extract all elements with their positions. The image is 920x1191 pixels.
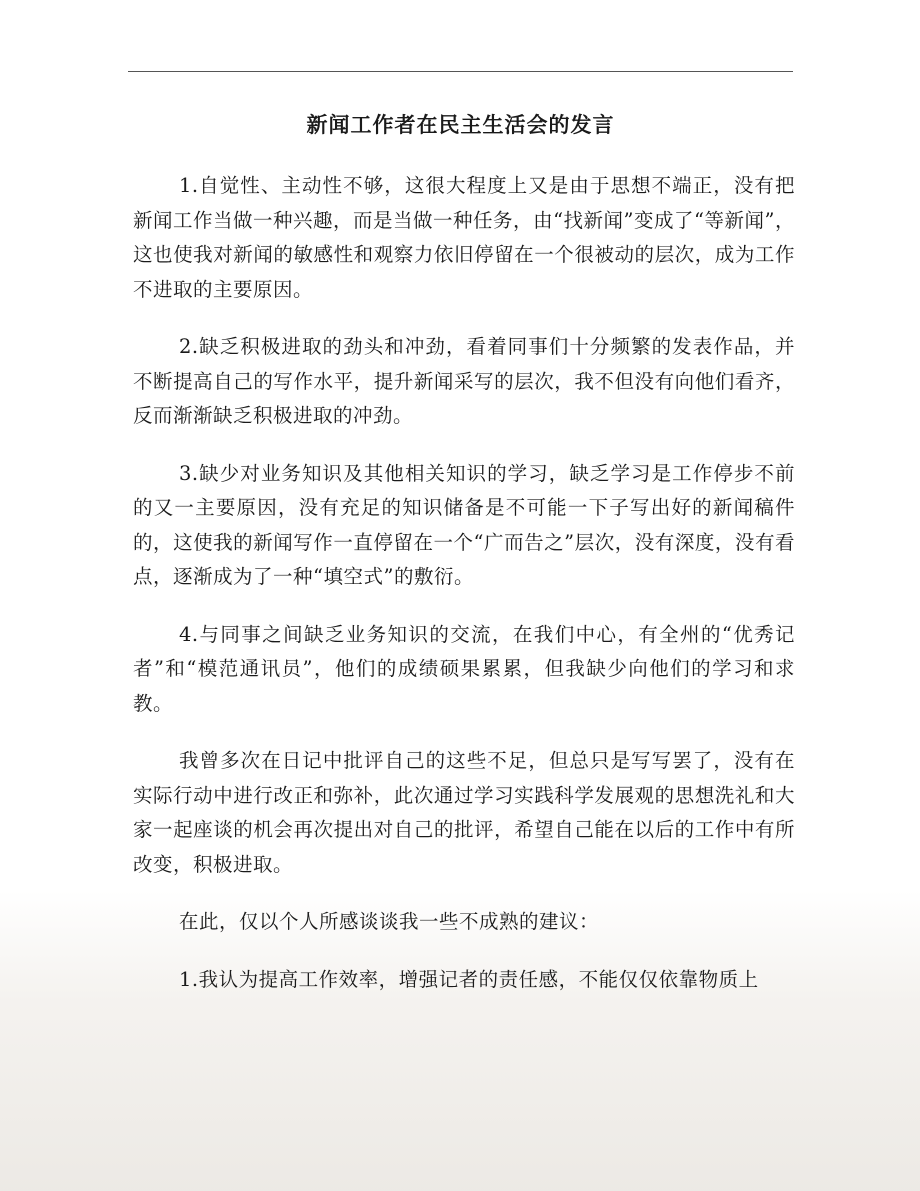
paragraph-7: 1.我认为提高工作效率，增强记者的责任感，不能仅仅依靠物质上 bbox=[179, 967, 759, 991]
paragraph-5: 我曾多次在日记中批评自己的这些不足，但总只是写写罢了，没有在实际行动中进行改正和弥补，此次通过学习实践科学发展观的思想洗礼和大家一起座谈的机会再次提出对自己的批评，希望自己能在以后的工作中有所改变，积极进取。 bbox=[133, 749, 795, 876]
document-body bbox=[133, 169, 795, 1020]
paragraph-4: 4.与同事之间缺乏业务知识的交流，在我们中心，有全州的“优秀记者”和“模范通讯员”，他们的成绩硕果累累，但我缺少向他们的学习和求教。 bbox=[133, 622, 795, 715]
paragraph-6: 在此，仅以个人所感谈谈我一些不成熟的建议： bbox=[179, 910, 600, 933]
paragraph-1: 1.自觉性、主动性不够，这很大程度上又是由于思想不端正，没有把新闻工作当做一种兴趣，而是当做一种任务，由“找新闻”变成了“等新闻”，这也使我对新闻的敏感性和观察力依旧停留在一个很被动的层次，成为工作不进取的主要原因。 bbox=[133, 174, 795, 301]
document-title: 新闻工作者在民主生活会的发言 bbox=[306, 112, 615, 137]
header-rule bbox=[128, 71, 793, 72]
paragraph-2: 2.缺乏积极进取的劲头和冲劲，看着同事们十分频繁的发表作品，并不断提高自己的写作水平，提升新闻采写的层次，我不但没有向他们看齐，反而渐渐缺乏积极进取的冲劲。 bbox=[133, 335, 795, 427]
paragraph-3: 3.缺少对业务知识及其他相关知识的学习，缺乏学习是工作停步不前的又一主要原因，没有充足的知识储备是不可能一下子写出好的新闻稿件的，这使我的新闻写作一直停留在一个“广而告之”层次，没有深度，没有看点，逐渐成为了一种“填空式”的敷衍。 bbox=[133, 461, 795, 588]
